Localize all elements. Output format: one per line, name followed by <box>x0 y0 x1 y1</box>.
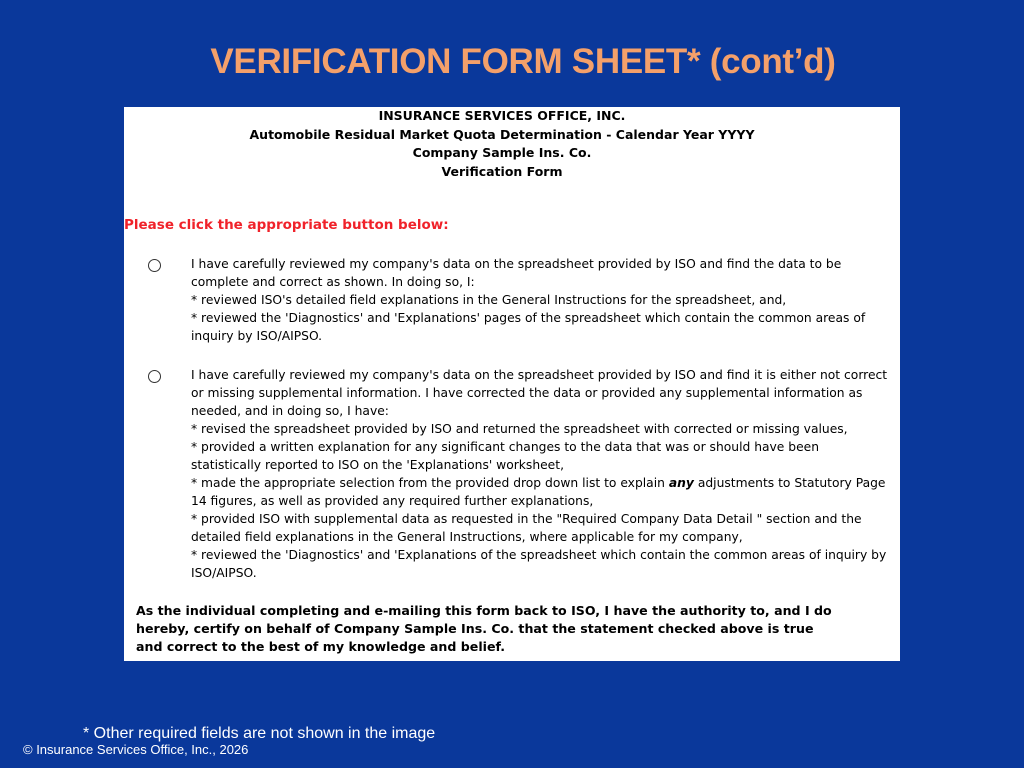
form-header-form-name: Verification Form <box>441 163 563 179</box>
option-2-item: * revised the spreadsheet provided by ISO and returned the spreadsheet with corrected or missing values, <box>191 422 848 436</box>
option-2-item-3-pre: * made the appropriate selection from the provided drop down list to explain <box>191 476 669 490</box>
form-header-subject: Automobile Residual Market Quota Determination - Calendar Year YYYY <box>249 126 755 142</box>
option-2-item: * provided a written explanation for any significant changes to the data that was or should have been statistically reported to ISO on the 'Explanations' worksheet, <box>191 440 820 472</box>
option-2-item-3-post: adjustments to Statutory Page 14 figures, as well as provided any required further explanations, <box>191 476 886 508</box>
option-1-intro: I have carefully reviewed my company's data on the spreadsheet provided by ISO and find the data to be complete and correct as shown. In doing so, I: <box>191 257 842 289</box>
option-1-item: * reviewed the 'Diagnostics' and 'Explanations' pages of the spreadsheet which contain the common areas of inquiry by ISO/AIPSO. <box>191 311 866 343</box>
option-2-item: * provided ISO with supplemental data as requested in the "Required Company Data Detail " section and the detailed field explanations in the General Instructions, where applicable for my company, <box>191 512 862 544</box>
radio-data-correct[interactable] <box>148 259 161 272</box>
copyright-notice: © Insurance Services Office, Inc., 2026 <box>23 742 249 757</box>
option-2-intro: I have carefully reviewed my company's data on the spreadsheet provided by ISO and find it is either not correct or missing supplemental information. I have corrected the data or provided any supplemental information as needed, and in doing so, I have: <box>191 368 888 418</box>
option-1-item: * reviewed ISO's detailed field explanations in the General Instructions for the spreadsheet, and, <box>191 293 787 307</box>
slide-footnote: * Other required fields are not shown in the image <box>83 725 436 742</box>
form-header <box>124 107 880 181</box>
option-2-item: * reviewed the 'Diagnostics' and 'Explanations of the spreadsheet which contain the common areas of inquiry by ISO/AIPSO. <box>191 548 887 580</box>
verification-form-image <box>124 107 900 661</box>
option-2-item <box>191 474 891 510</box>
option-data-corrected-text <box>191 366 891 582</box>
form-header-company: Company Sample Ins. Co. <box>412 145 592 160</box>
form-prompt: Please click the appropriate button below: <box>124 217 449 233</box>
option-data-correct-text <box>191 255 891 345</box>
emphasis-any: any <box>668 476 694 490</box>
form-header-org: INSURANCE SERVICES OFFICE, INC. <box>378 108 626 123</box>
slide-title: VERIFICATION FORM SHEET* (cont’d) <box>210 42 836 81</box>
radio-data-corrected[interactable] <box>148 370 161 383</box>
certification-statement: As the individual completing and e-mailing this form back to ISO, I have the authority to, and I do hereby, certify on behalf of Company Sample Ins. Co. that the statement checked above is true and correct to the best of my knowledge and belief. <box>136 603 832 654</box>
